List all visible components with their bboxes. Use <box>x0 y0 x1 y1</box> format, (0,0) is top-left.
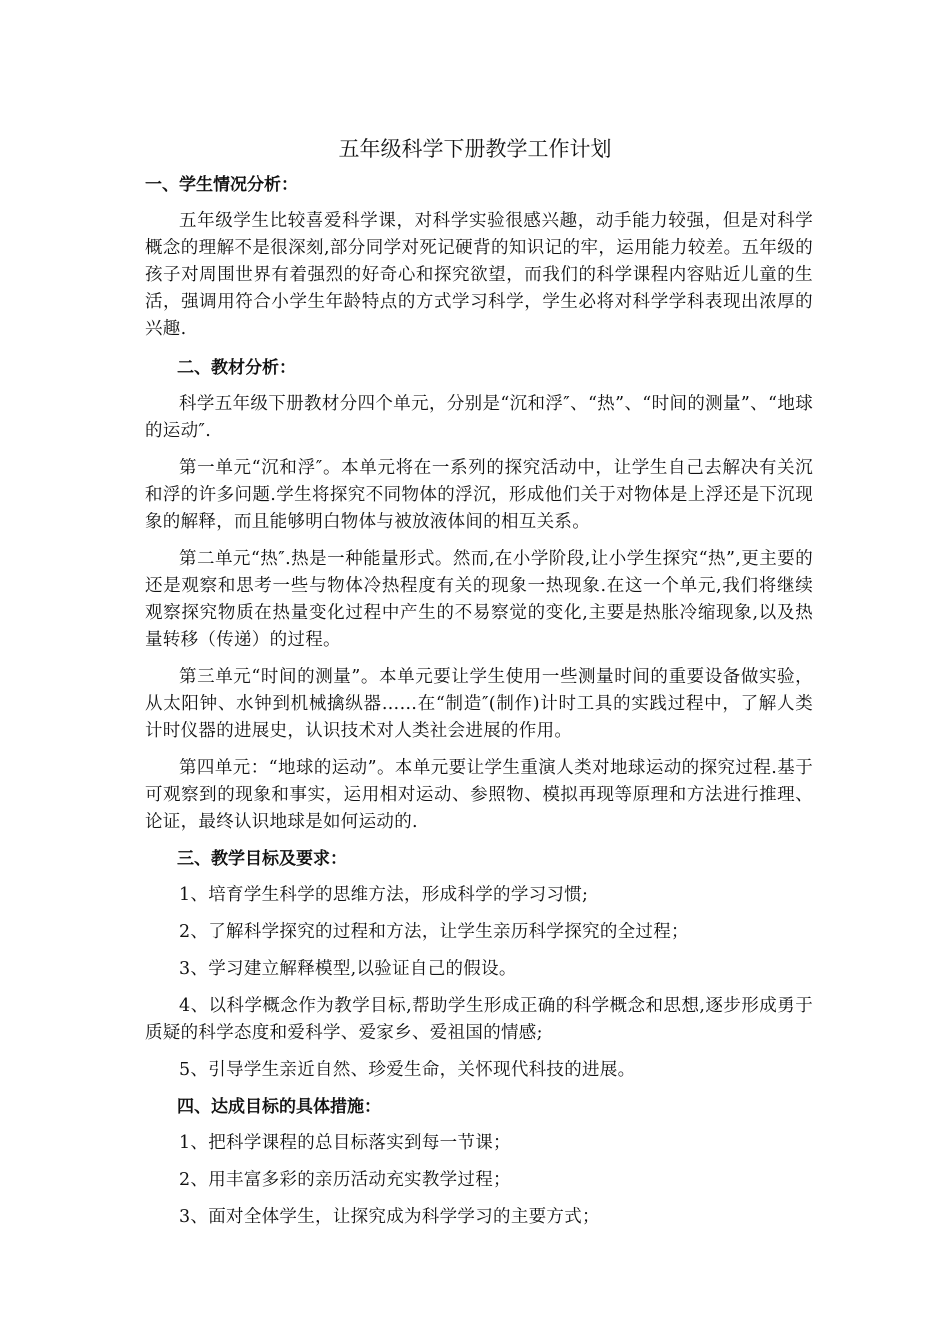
paragraph: 科学五年级下册教材分四个单元，分别是“沉和浮″、“热”、“时间的测量”、“地球的运动″. <box>145 394 813 441</box>
list-item: 2、用丰富多彩的亲历活动充实教学过程； <box>179 1170 511 1190</box>
section-heading-measures: 四、达成目标的具体措施： <box>177 1097 381 1117</box>
paragraph: 五年级学生比较喜爱科学课，对科学实验很感兴趣，动手能力较强，但是对科学概念的理解不是很深刻,部分同学对死记硬背的知识记的牢，运用能力较差。五年级的孩子对周围世界有着强烈的好奇心和探究欲望，而我们的科学课程内容贴近儿童的生活，强调用符合小学生年龄特点的方式学习科学，学生必将对科学学科表现出浓厚的兴趣. <box>145 211 813 339</box>
paragraph: 第四单元：“地球的运动”。本单元要让学生重演人类对地球运动的探究过程.基于可观察到的现象和事实，运用相对运动、参照物、模拟再现等原理和方法进行推理、论证，最终认识地球是如何运动的. <box>145 758 813 832</box>
document-body <box>145 172 813 1241</box>
list-item: 1、培育学生科学的思维方法，形成科学的学习习惯; <box>179 885 589 905</box>
list-item: 3、学习建立解释模型,以验证自己的假设。 <box>179 959 517 979</box>
section-heading-student-analysis: 一、学生情况分析： <box>145 175 298 195</box>
section-heading-textbook-analysis: 二、教材分析： <box>177 358 296 378</box>
list-item: 4、以科学概念作为教学目标,帮助学生形成正确的科学概念和思想,逐步形成勇于质疑的科学态度和爱科学、爱家乡、爱祖国的情感; <box>145 996 813 1043</box>
paragraph: 第二单元“热″.热是一种能量形式。然而,在小学阶段,让小学生探究“热”,更主要的还是观察和思考一些与物体冷热程度有关的现象一热现象.在这一个单元,我们将继续观察探究物质在热量变化过程中产生的不易察觉的变化,主要是热胀冷缩现象,以及热量转移（传递）的过程。 <box>145 549 813 650</box>
list-item: 1、把科学课程的总目标落实到每一节课； <box>179 1133 511 1153</box>
list-item: 2、了解科学探究的过程和方法，让学生亲历科学探究的全过程； <box>179 922 689 942</box>
document-title: 五年级科学下册教学工作计划 <box>338 137 612 161</box>
paragraph: 第一单元“沉和浮″。本单元将在一系列的探究活动中，让学生自己去解决有关沉和浮的许多问题.学生将探究不同物体的浮沉，形成他们关于对物体是上浮还是下沉现象的解释，而且能够明白物体与被放液体间的相互关系。 <box>145 458 813 532</box>
list-item: 5、引导学生亲近自然、珍爱生命，关怀现代科技的进展。 <box>179 1060 636 1080</box>
section-heading-teaching-goals: 三、教学目标及要求： <box>177 849 347 869</box>
paragraph: 第三单元“时间的测量”。本单元要让学生使用一些测量时间的重要设备做实验，从太阳钟、水钟到机械擒纵器……在“制造″(制作)计时工具的实践过程中，了解人类计时仪器的进展史，认识技术对人类社会进展的作用。 <box>145 667 813 741</box>
list-item: 3、面对全体学生，让探究成为科学学习的主要方式； <box>179 1207 600 1227</box>
